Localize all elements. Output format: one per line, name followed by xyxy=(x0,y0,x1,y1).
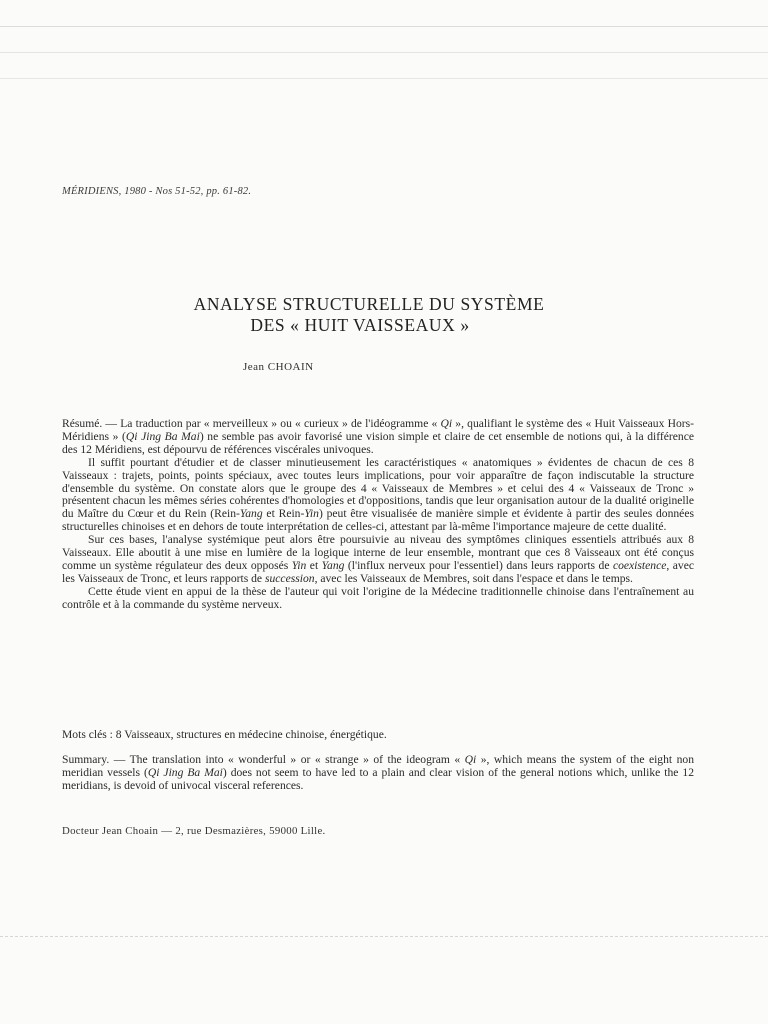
text-run: , avec les Vaisseaux de Membres, soit dans l'espace et dans le temps. xyxy=(314,571,633,585)
abstract-paragraph-1 xyxy=(62,418,694,457)
text-run-italic: Qi Jing Ba Mai xyxy=(125,429,200,443)
text-run: Il suffit pourtant d'étudier et de classer minutieusement les caractéristiques « anatomiques » évidentes de chacun de ces 8 Vaisseaux : trajets, points, points spéciaux, avec toutes leurs implications, pour voir apparaître de façon indiscutable la structure d'ensemble du système. On constate alors que le groupe des 4 « Vaisseaux de Membres » et celui des 4 « Vaisseaux de Tronc » présentent chacun les mêmes séries cohérentes d'homologies et d'oppositions, tandis que leur organisation autour de la dualité originelle du Maître du Cœur et du Rein (Rein- xyxy=(62,455,694,521)
title-line-1: ANALYSE STRUCTURELLE DU SYSTÈME xyxy=(193,294,545,314)
abstract-label: Résumé. xyxy=(62,417,103,430)
text-run: ) ne semble pas avoir favorisé une vision simple et claire de cet ensemble de notions qui, à la différence des 12 Méridiens, est dépourvu de références viscérales univoques. xyxy=(62,429,695,456)
top-rule-2 xyxy=(0,52,768,53)
journal-citation: MÉRIDIENS, 1980 - Nos 51-52, pp. 61-82. xyxy=(62,186,252,197)
text-run-italic: Yang xyxy=(239,507,263,521)
text-run: », qualifiant le système des « Huit Vaisseaux Hors-Méridiens » ( xyxy=(62,417,694,443)
text-run: », which means the system of the eight non meridian vessels ( xyxy=(62,753,694,779)
abstract-paragraph-4: Cette étude vient en appui de la thèse de l'auteur qui voit l'origine de la Médecine traditionnelle chinoise dans l'entraînement au contrôle et à la commande du système nerveux. xyxy=(62,584,694,611)
text-run-italic: Qi xyxy=(440,417,453,430)
summary-en xyxy=(62,754,694,793)
text-run-italic: Yang xyxy=(321,558,345,572)
author-name: Jean CHOAIN xyxy=(243,361,314,373)
summary-paragraph xyxy=(62,754,694,793)
top-rule-3 xyxy=(0,78,768,79)
keywords-paragraph xyxy=(62,729,694,742)
text-run-italic: Yin xyxy=(304,507,319,521)
article-title xyxy=(0,294,768,336)
text-run-italic: Yin xyxy=(291,558,307,572)
summary-label: Summary. xyxy=(62,753,110,766)
text-run-italic: succession xyxy=(264,571,315,585)
top-rule xyxy=(0,26,768,27)
title-line-2: DES « HUIT VAISSEAUX » xyxy=(250,315,470,335)
text-run: Sur ces bases, l'analyse systémique peut alors être poursuivie au niveau des symptômes cliniques essentiels attribués aux 8 Vaisseaux. Elle aboutit à une mise en lumière de la logique interne de leur ensemble, montrant que ces 8 Vaisseaux ont été conçus comme un système régulateur des deux opposés xyxy=(62,533,694,572)
text-run: , avec les Vaisseaux de Tronc, et leurs rapports de xyxy=(62,558,694,585)
keywords-label: Mots clés xyxy=(62,728,107,741)
abstract-paragraph-2 xyxy=(62,457,694,534)
text-run-italic: coexistence xyxy=(612,558,667,572)
text-run: — La traduction par « merveilleux » ou « curieux » de l'idéogramme « xyxy=(102,417,441,430)
text-run-italic: Qi Jing Ba Mai xyxy=(147,765,223,779)
author-address: Docteur Jean Choain — 2, rue Desmazières, 59000 Lille. xyxy=(62,825,326,837)
abstract-paragraph-3 xyxy=(62,534,694,586)
text-run-italic: Qi xyxy=(464,753,477,766)
keywords xyxy=(62,729,694,742)
text-run: — The translation into « wonderful » or « strange » of the ideogram « xyxy=(109,753,465,766)
bottom-rule xyxy=(0,936,768,937)
text-run: et Rein- xyxy=(262,507,305,521)
text-run: et xyxy=(306,558,322,572)
keywords-text: : 8 Vaisseaux, structures en médecine chinoise, énergétique. xyxy=(106,728,387,741)
text-run: (l'influx nerveux pour l'essentiel) dans leurs rapports de xyxy=(344,558,613,572)
text-run: ) does not seem to have led to a plain and clear vision of the general notions which, unlike the 12 meridians, is devoid of univocal visceral references. xyxy=(62,765,695,792)
text-run: ) peut être visualisée de manière simple et évidente à partir des seules données structurelles chinoises et en dehors de toute interprétation de celles-ci, attestant par là-même l'importance majeure de cette dualité. xyxy=(62,507,694,534)
abstract-fr xyxy=(62,418,694,612)
